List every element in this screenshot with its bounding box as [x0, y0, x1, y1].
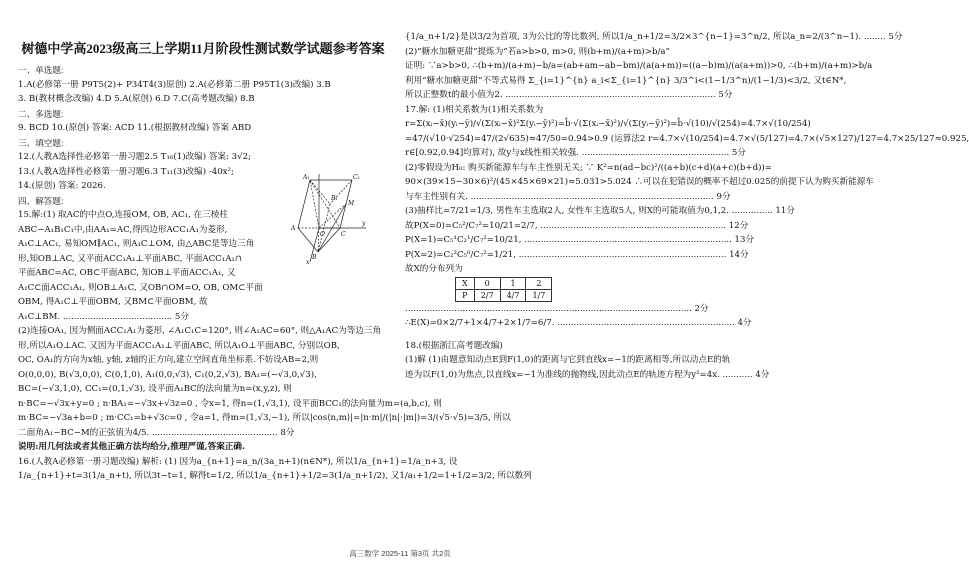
table-cell: 0 [474, 277, 500, 289]
label-b: B [312, 254, 317, 261]
prism-figure [290, 170, 370, 265]
text-line: (1)解 (1)由题意知动点E到F(1,0)的距离与它到直线x=−1的距离相等,所以动点E的轨 [405, 355, 731, 365]
text-line: 形,知OB⊥AC, 又平面ACC₁A₁⊥平面ABC, 平面ACC₁A₁∩ [18, 253, 243, 264]
diag-a1-c [310, 180, 340, 228]
table-cell: P [456, 289, 475, 301]
text-line: A₁C⊥BM. ........................................ 5分 [18, 311, 189, 322]
table-cell: 1 [500, 277, 526, 289]
text-line: 利用“糖水加糖更甜”不等式易得 Σ_{i=1}^{n} a_i<Σ_{i=1}^{n} 3/3^i<(1−1/3^n)/(1−1/3)<3/2, 又t∈N*, [405, 75, 847, 86]
text-line: {1/a_n+1/2}是以3/2为首项, 3为公比的等比数列, 所以1/a_n+1/2=3/2×3^{n−1}=3^n/2, 所以a_n=2/(3^n−1). ........ 5分 [405, 32, 903, 42]
text-line: A₁C⊥AC₁, 易知OM∥AC₁, 则A₁C⊥OM, 由△ABC是等边三角 [18, 239, 255, 249]
table-cell: X [456, 277, 475, 289]
text-line: ......................................................................................................... 2分 [405, 303, 709, 314]
text-line: ∴E(X)=0×2/7+1×4/7+2×1/7=6/7. ................................................................. 4分 [405, 318, 752, 328]
text-line: r=Σ(xᵢ−x̄)(yᵢ−ȳ)/√(Σ(xᵢ−x̄)²Σ(yᵢ−ȳ)²)=b̂·√(Σ(xᵢ−x̄)²)/√(Σ(yᵢ−ȳ)²)=b̂·√(10)/√(254)=4.7×√(10/254) [405, 119, 811, 129]
label-o: O [320, 231, 325, 238]
edge-a-b [298, 228, 318, 252]
table-row [456, 289, 552, 301]
label-a: A [291, 225, 296, 232]
text-line: 13.(人教A选择性必修第一册习题6.3 T₁₁(3)改编) -40x²; [18, 166, 234, 177]
right-column [405, 0, 969, 565]
seg-o-m [319, 204, 346, 228]
edge-a1-b1 [310, 180, 330, 204]
table-cell: 2 [526, 277, 552, 289]
text-line: 二面角A₁−BC−M的正弦值为4/5. .............................................. 8分 [18, 427, 295, 438]
right-text-block-b [405, 302, 790, 383]
text-line: 一、单选题: [18, 65, 64, 75]
text-line: 二、多选题: [18, 108, 64, 119]
text-line: 12.(人教A选择性必修第一册习题2.5 T₁₆(1)改编) 答案: 3√2; [18, 152, 251, 162]
text-line [405, 331, 790, 339]
text-line: 形,所以A₁O⊥AC. 又因为平面ACC₁A₁⊥平面ABC, 所以A₁O⊥平面ABC, 分别以OB, [18, 340, 340, 351]
text-line: (2)连接OA₁, 因为侧面ACC₁A₁为菱形, ∠A₁C₁C=120°, 则∠A₁AC=60°, 则△A₁AC为等边三角 [18, 326, 382, 336]
table-cell: 4/7 [500, 289, 526, 301]
text-line: 故X的分布列为 [405, 264, 463, 274]
text-line: ABC−A₁B₁C₁中,由AA₁=AC,得四边形ACC₁A₁为菱形, [18, 224, 228, 235]
text-line: 与车主性别有关. ......................................................................................... 9分 [405, 191, 731, 202]
table-cell: 1/7 [526, 289, 552, 301]
text-line: r∈[0.92,0.94]均算对), 故y与x线性相关较强. ...................................................... 5分 [405, 148, 746, 158]
edge-a1-a [298, 180, 310, 228]
text-line: BC=(−√3,1,0), CC₁=(0,1,√3), 设平面A₁BC的法向量为n=(x,y,z), 则 [18, 384, 292, 394]
text-line: (2)零假设为H₀: 购买新能源车与车主性别无关; ∵ K²=n(ad−bc)²/((a+b)(c+d)(a+c)(b+d))= [405, 162, 772, 173]
label-m: M [348, 200, 355, 207]
text-line: P(X=1)=C₅¹C₂¹/C₇²=10/21, ............................................................................ 13分 [405, 235, 755, 245]
text-line: 3. B(教材概念改编) 4.D 5.A(原创) 6.D 7.C(高考题改编) 8.B [18, 94, 255, 104]
text-line: O(0,0,0), B(√3,0,0), C(0,1,0), A₁(0,0,√3), C₁(0,2,√3), BA₁=(−√3,0,√3), [18, 369, 317, 380]
text-line: m·BC=−√3a+b=0 ; m·CC₁=b+√3c=0 , 令a=1, 得m=(1,√3,−1), 所以|cos⟨n,m⟩|=|n·m|/(|n|·|m|)=3/(√5·√5)=3/5, 所以 [18, 413, 511, 423]
text-line: 三、填空题: [18, 137, 64, 148]
text-line: P(X=2)=C₂²C₅⁰/C₇²=1/21, ............................................................................ 14分 [405, 249, 749, 260]
text-line: n·BC=−√3x+y=0 ; n·BA₁=−√3x+√3z=0 , 令x=1, 得n=(1,√3,1), 设平面BCC₁的法向量为m=(a,b,c), 则 [18, 398, 442, 409]
text-line: 证明: ∵a>b>0, ∴(b+m)/(a+m)−b/a=(ab+am−ab−bm)/(a(a+m))=((a−b)m)/(a(a+m))>0, ∴(b+m)/(a+m)>b/a [405, 61, 873, 71]
text-line: OC, OA₁的方向为x轴, y轴, z轴的正方向,建立空间直角坐标系.不妨设AB=2,则 [18, 355, 319, 365]
right-text-block [405, 30, 969, 277]
text-line: (2)“糖水加糖更甜”提炼为“若a>b>0, m>0, 则(b+m)/(a+m)>b/a” [405, 46, 670, 57]
table-cell: 2/7 [474, 289, 500, 301]
text-line: 平面ABC=AC, OB⊂平面ABC, 知OB⊥平面ACC₁A₁, 又 [18, 268, 236, 278]
text-line: 9. BCD 10.(原创) 答案: ACD 11.(根据教材改编) 答案 ABD [18, 123, 252, 133]
text-line: 1/a_{n+1}+t=3(1/a_n+t), 所以3t−t=1, 解得t=1/2, 所以1/a_{n+1}+1/2=3(1/a_n+1/2), 又1/a₁+1/2=1+1/2=3/2, 所以数列 [18, 471, 532, 481]
text-line: =47/(√10·√254)=47/(2√635)≈47/50=0.94>0.9 (运算法2 r=4.7×√(10/254)=4.7×√(5/127)=4.7×(√5×127)/127=4.7×25/127≈0.925, [405, 133, 969, 144]
text-line: 18.(根据浙江高考题改编) [405, 340, 503, 351]
text-line: 1.A(必修第一册 P9T5(2)+ P34T4(3)原创) 2.A(必修第二册 P95T1(3)改编) 3.B [18, 79, 331, 90]
page-footer: 高三数学 2025-11 第3页 共2页 [349, 549, 451, 558]
text-line: 故P(X=0)=C₅²/C₇²=10/21=2/7, .................................................................... 12分 [405, 220, 749, 231]
label-x: x [306, 259, 310, 266]
label-c: C [341, 231, 346, 238]
text-line: 所以正整数t的最小值为2. ............................................................................. 5分 [405, 90, 733, 100]
text-line: OBM, 得A₁C⊥平面OBM, 又BM⊂平面OBM, 故 [18, 297, 208, 307]
label-b1: B₁ [331, 195, 338, 202]
label-y: y [362, 220, 366, 227]
text-line: 四、解答题: [18, 195, 64, 206]
distribution-table [455, 277, 552, 302]
text-line: (3)抽样比=7/21=1/3, 男性车主选取2人, 女性车主选取5人, 则X的可能取值为0,1,2. ............... 11分 [405, 206, 795, 216]
text-line: 16.(人教A必修第一册习题改编) 解析: (1) 因为a_{n+1}=a_n/(3a_n+1)(n∈N*), 所以1/a_{n+1}=1/a_n+3, 设 [18, 456, 458, 467]
label-c1: C₁ [353, 174, 360, 181]
text-line: A₁C⊂面ACC₁A₁, 则OB⊥A₁C, 又OB∩OM=O, OB, OM⊂平面 [18, 282, 263, 293]
table-row [456, 277, 552, 289]
text-line: 15.解:(1) 取AC的中点O,连接OM, OB, AC₁, 在三棱柱 [18, 210, 228, 220]
text-line: 14.(原创) 答案: 2026. [18, 181, 106, 191]
text-line: 17.解: (1)相关系数为(1)相关系数为 [405, 104, 544, 115]
page-title: 树德中学高2023级高三上学期11月阶段性测试数学试题参考答案 [21, 41, 385, 56]
text-line: 说明:用几何法或者其他正确方法均给分,推理严谨,答案正确. [18, 442, 245, 452]
text-line: 90×(39×15−30×6)²/(45×45×69×21)≈5.031>5.024 ∴可以在犯错误的概率不超过0.025的前提下认为购买新能源车 [405, 177, 874, 187]
label-a1: A₁ [303, 174, 310, 181]
text-line: 迹为以F(1,0)为焦点,以直线x=−1为准线的抛物线,因此动点E的轨迹方程为y²=4x. ........... 4分 [405, 369, 770, 380]
